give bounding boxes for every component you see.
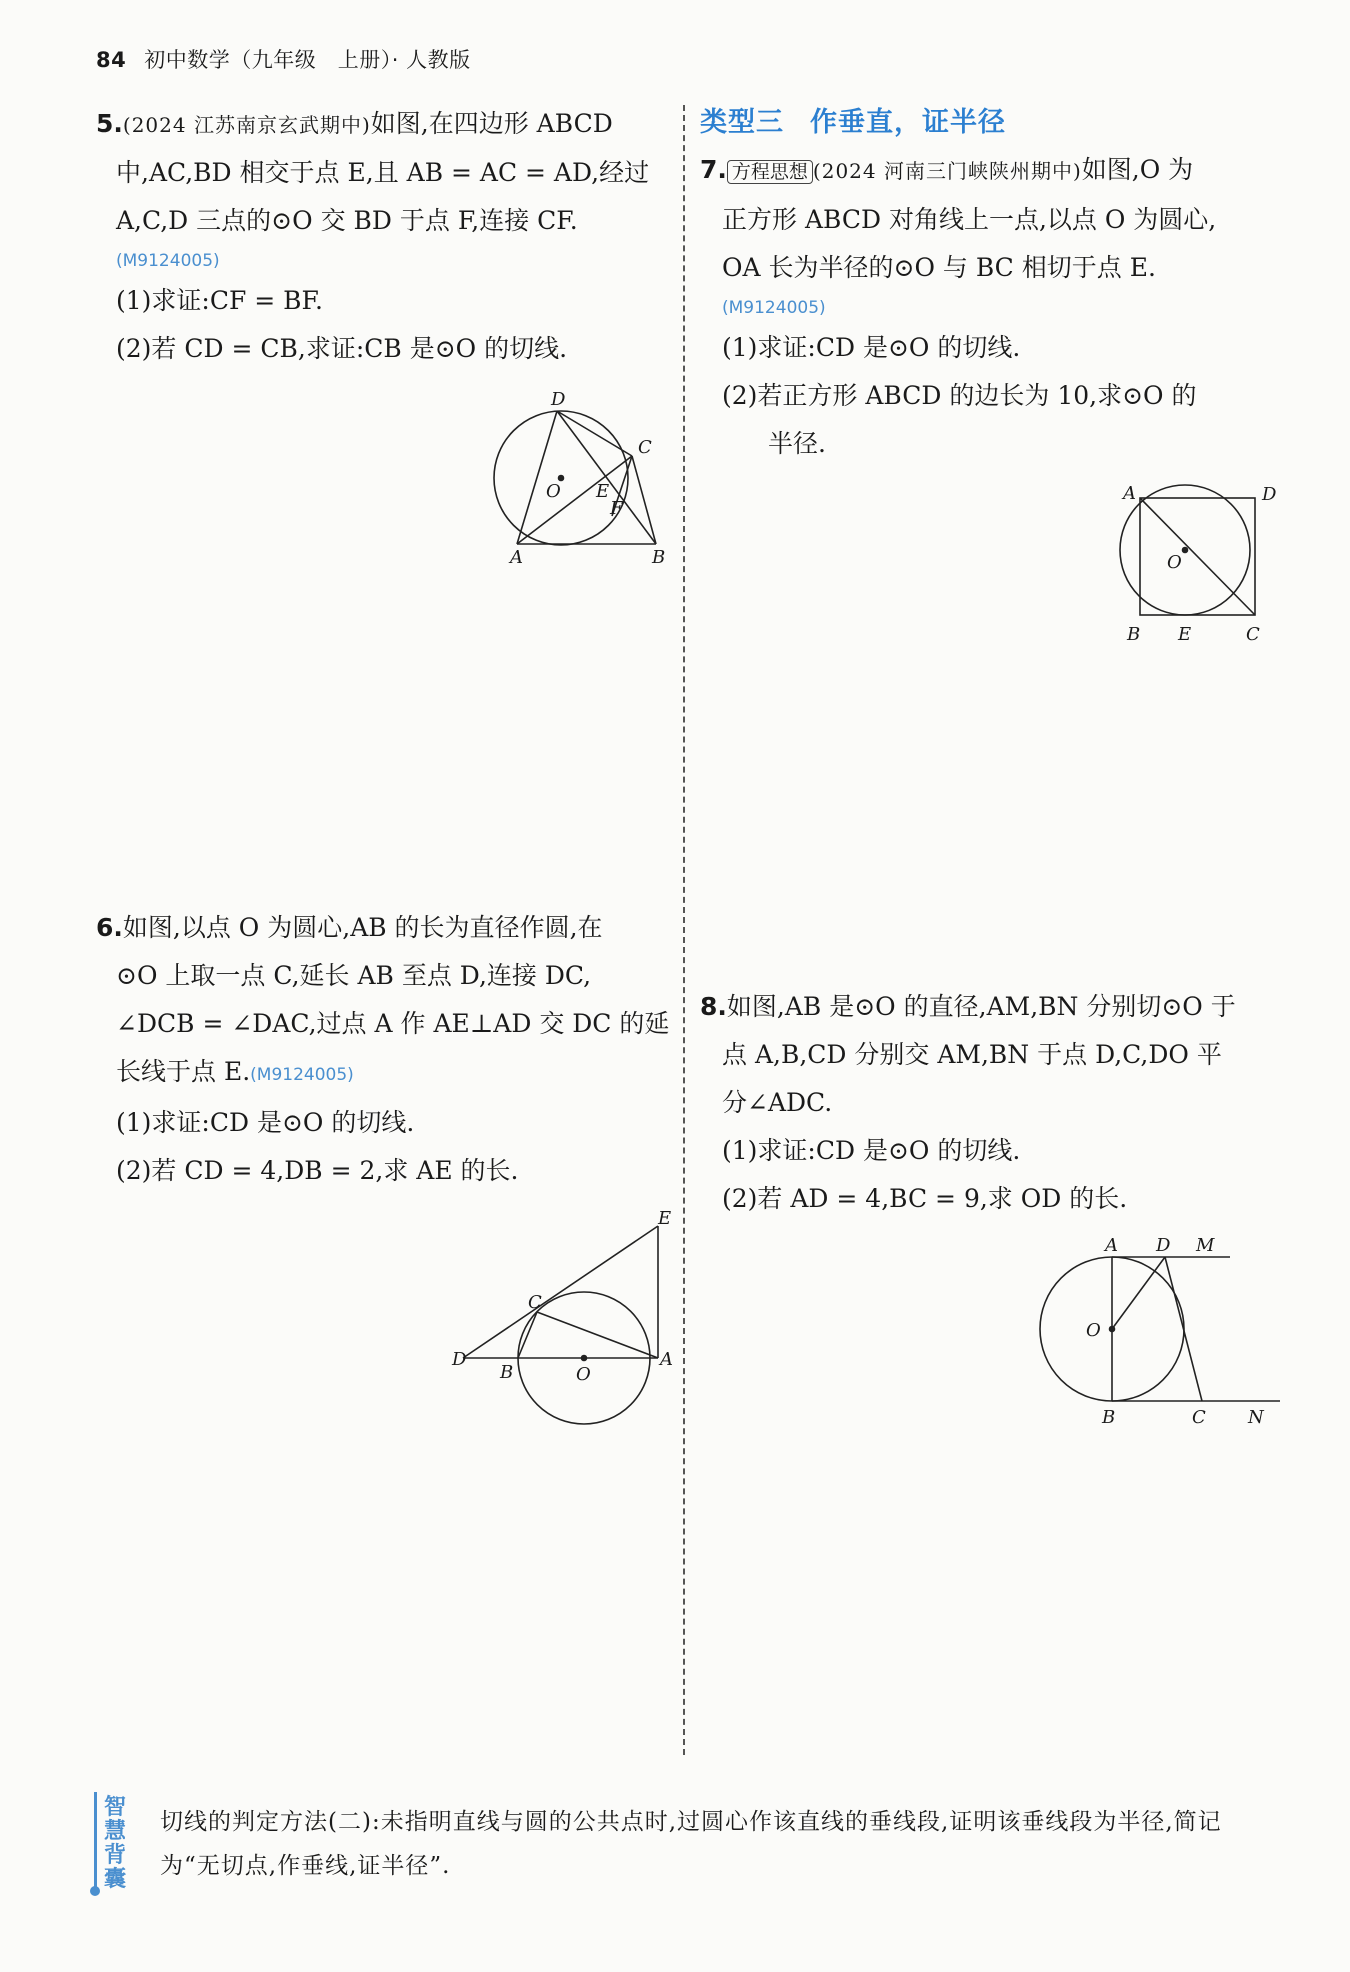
figure-label: C (638, 437, 652, 458)
center-dot (1183, 548, 1188, 553)
question-part: (2)若 CD = 4,DB = 2,求 AE 的长. (116, 1156, 519, 1185)
problem-source: (2024 河南三门峡陕州期中) (812, 159, 1082, 183)
question-part: (1)求证:CD 是⊙O 的切线. (722, 1136, 1021, 1165)
problem-number: 7. (700, 155, 727, 184)
figure-problem-5 (480, 385, 690, 565)
footer-tip-text: 切线的判定方法(二):未指明直线与圆的公共点时,过圆心作该直线的垂线段,证明该垂线段为半径,简记为“无切点,作垂线,证半径”. (160, 1809, 1222, 1879)
question-part: 半径. (768, 429, 826, 458)
figure-label: D (452, 1349, 467, 1370)
section-title: 作垂直，证半径 (810, 107, 1006, 138)
figure-label: A (1105, 1235, 1118, 1256)
figure-label: A (510, 547, 523, 565)
segment-cb (632, 456, 656, 544)
problem-text-line: ∠DCB = ∠DAC,过点 A 作 AE⊥AD 交 DC 的延 (116, 1009, 670, 1038)
diagonal-ac (1140, 498, 1255, 615)
question-part: (1)求证:CD 是⊙O 的切线. (722, 333, 1021, 362)
figure-label: B (1127, 624, 1141, 645)
problem-6 (96, 904, 676, 1195)
question-part: (2)若 CD = CB,求证:CB 是⊙O 的切线. (116, 334, 568, 363)
problem-text-line: 中,AC,BD 相交于点 E,且 AB = AC = AD,经过 (116, 158, 650, 187)
figure-label: D (1262, 484, 1277, 505)
question-part: (2)若 AD = 4,BC = 9,求 OD 的长. (722, 1184, 1128, 1213)
question-part: (2)若正方形 ABCD 的边长为 10,求⊙O 的 (722, 381, 1197, 410)
figure-label: M (1196, 1235, 1215, 1256)
figure-label: D (551, 389, 566, 410)
problem-source: (2024 江苏南京玄武期中) (122, 113, 371, 137)
problem-text-line: 分∠ADC. (722, 1088, 833, 1117)
segment-bd (557, 411, 656, 544)
problem-text-line: 如图,AB 是⊙O 的直径,AM,BN 分别切⊙O 于 (726, 992, 1236, 1021)
figure-label: C (1246, 624, 1260, 645)
section-heading (700, 100, 1006, 139)
segment-dc (557, 411, 632, 456)
problem-number: 6. (96, 913, 123, 942)
page-header (96, 44, 471, 74)
problem-text-line: 长线于点 E. (116, 1057, 251, 1086)
figure-label: O (576, 1364, 591, 1385)
segment-ad (517, 411, 557, 544)
problem-number: 5. (96, 109, 123, 138)
figure-label: E (1178, 624, 1192, 645)
segment-od (1112, 1257, 1165, 1329)
figure-label: E (596, 481, 610, 502)
problem-text-line: 如图,O 为 (1081, 155, 1194, 184)
problem-text-line: A,C,D 三点的⊙O 交 BD 于点 F,连接 CF. (116, 206, 578, 235)
figure-label: O (1086, 1320, 1101, 1341)
figure-label: F (610, 498, 623, 519)
figure-label: D (1156, 1235, 1171, 1256)
question-code: (M9124005) (250, 1065, 354, 1085)
figure-label: C (1192, 1407, 1206, 1428)
segment-de (463, 1226, 658, 1358)
problem-8 (700, 983, 1290, 1223)
segment-dc (1165, 1257, 1202, 1401)
book-title: 初中数学（九年级 上册）· 人教版 (144, 48, 471, 72)
figure-label: B (1102, 1407, 1116, 1428)
figure-problem-6 (448, 1210, 688, 1435)
problem-text-line: 如图,以点 O 为圆心,AB 的长为直径作圆,在 (122, 913, 603, 942)
question-part: (1)求证:CD 是⊙O 的切线. (116, 1108, 415, 1137)
figure-label: C (528, 1292, 542, 1313)
problem-7 (700, 146, 1290, 468)
problem-text-line: 点 A,B,CD 分别交 AM,BN 于点 D,C,DO 平 (722, 1040, 1222, 1069)
question-code: (M9124005) (722, 298, 826, 318)
method-tag: 方程思想 (727, 160, 813, 184)
footer-label: 智慧背囊 (104, 1795, 127, 1892)
center-dot (559, 476, 564, 481)
segment-ca (537, 1312, 658, 1358)
figure-label: A (660, 1349, 673, 1370)
footer-dot (90, 1886, 100, 1896)
figure-label: N (1248, 1407, 1264, 1428)
section-label: 类型三 (700, 107, 784, 138)
figure-label: O (1167, 552, 1182, 573)
problem-text-line: 正方形 ABCD 对角线上一点,以点 O 为圆心, (722, 205, 1217, 234)
column-divider (683, 105, 685, 1755)
center-dot (582, 1356, 587, 1361)
problem-number: 8. (700, 992, 727, 1021)
figure-label: O (546, 481, 561, 502)
problem-text-line: 如图,在四边形 ABCD (370, 109, 613, 138)
figure-label: B (652, 547, 666, 565)
figure-problem-8 (1020, 1228, 1295, 1433)
problem-text-line: OA 长为半径的⊙O 与 BC 相切于点 E. (722, 253, 1156, 282)
question-code: (M9124005) (116, 251, 220, 271)
figure-label: A (1123, 483, 1136, 504)
question-part: (1)求证:CF = BF. (116, 286, 323, 315)
figure-label: E (658, 1210, 672, 1229)
figure-label: B (500, 1362, 514, 1383)
footer-rule (94, 1792, 97, 1892)
page-number: 84 (96, 48, 127, 72)
problem-5 (96, 100, 676, 373)
figure-problem-7 (1115, 478, 1295, 653)
center-dot (1110, 1327, 1115, 1332)
problem-text-line: ⊙O 上取一点 C,延长 AB 至点 D,连接 DC, (116, 961, 592, 990)
